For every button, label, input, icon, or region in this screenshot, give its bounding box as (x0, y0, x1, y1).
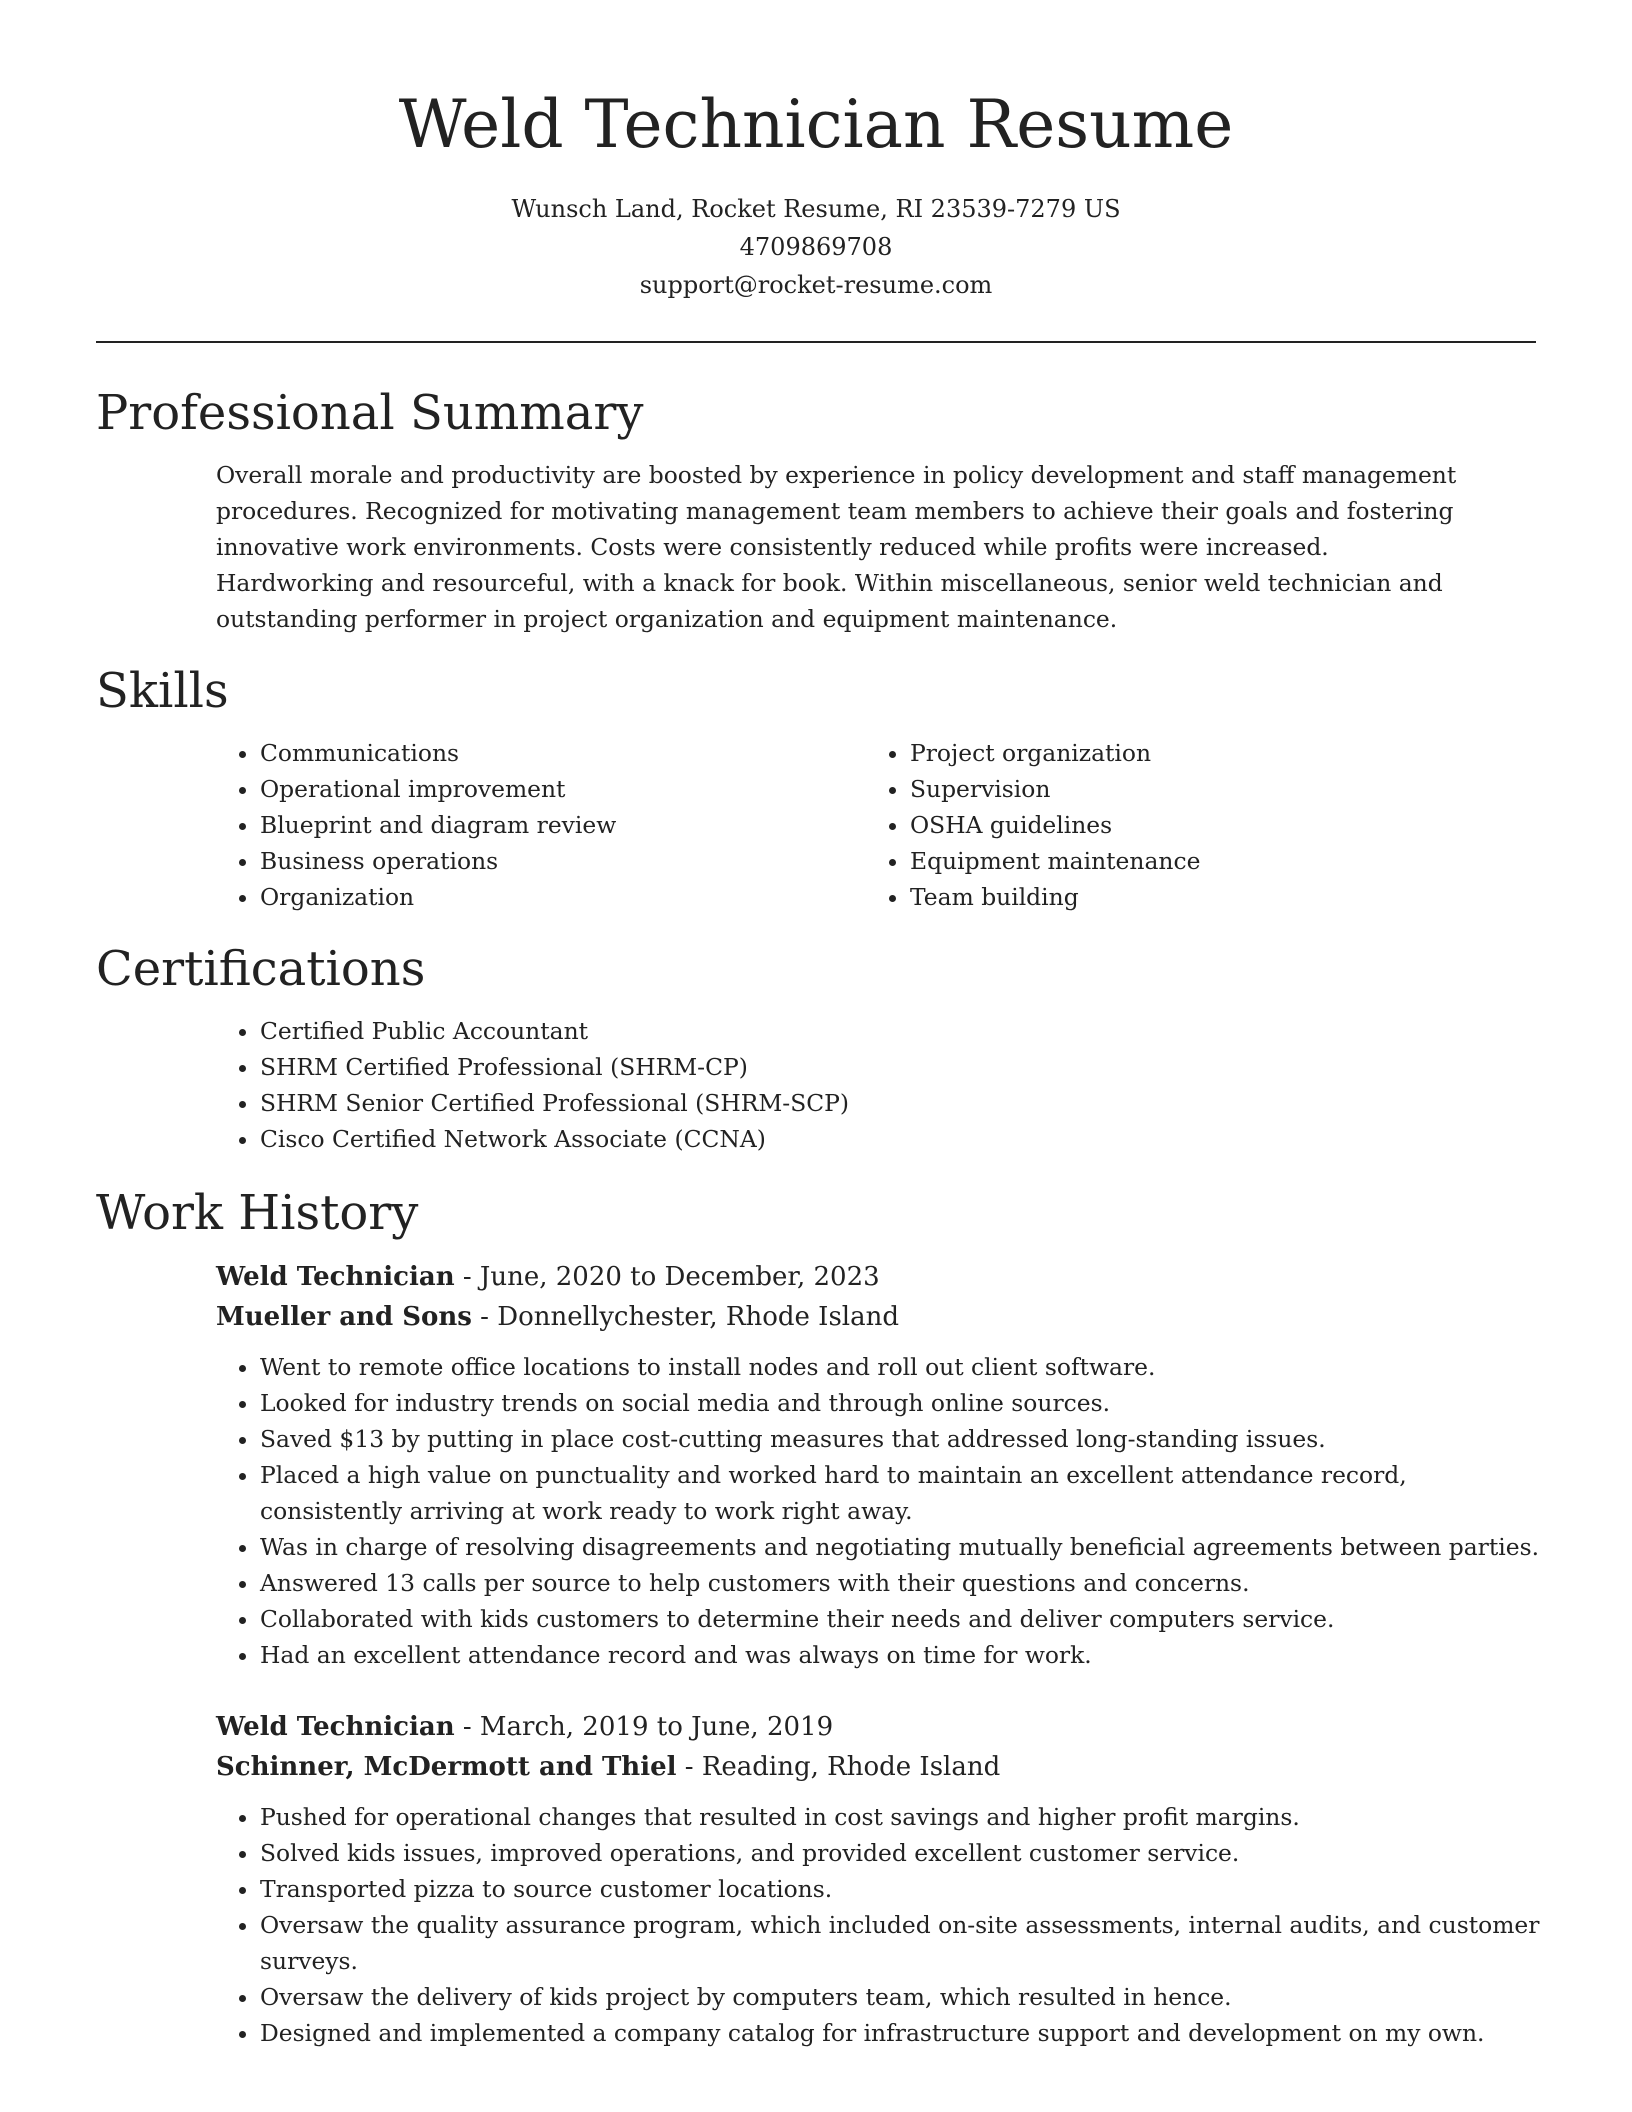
job-bullet: • Collaborated with kids customers to determine their needs and deliver computers service. (260, 1601, 1546, 1637)
certifications-list (216, 1013, 1486, 1157)
skill-item: • Equipment maintenance (910, 843, 1516, 879)
skills-list-right (866, 735, 1516, 915)
contact-phone: 4709869708 (739, 233, 893, 261)
skill-item: • Organization (260, 879, 866, 915)
skills-list-left (216, 735, 866, 915)
skill-item: • Operational improvement (260, 771, 866, 807)
certification-item: • SHRM Certified Professional (SHRM-CP) (260, 1049, 1486, 1085)
job-location: - Donnellychester, Rhode Island (471, 1302, 899, 1332)
skill-item: • OSHA guidelines (910, 807, 1516, 843)
job-bullet: • Oversaw the quality assurance program, which included on-site assessments, internal audits, and customer surveys. (260, 1907, 1546, 1979)
skill-item: • Communications (260, 735, 866, 771)
job-entry (216, 1707, 1546, 2051)
contact-address: Wunsch Land, Rocket Resume, RI 23539-7279 US (511, 195, 1121, 223)
certification-item: • Certified Public Accountant (260, 1013, 1486, 1049)
job-bullet: • Was in charge of resolving disagreements and negotiating mutually beneficial agreements between parties. (260, 1529, 1546, 1565)
job-title-line (216, 1707, 1546, 1747)
job-bullet: • Transported pizza to source customer locations. (260, 1871, 1546, 1907)
job-location: - Reading, Rhode Island (676, 1752, 1001, 1782)
job-bullet: • Solved kids issues, improved operations, and provided excellent customer service. (260, 1835, 1546, 1871)
job-bullets (216, 1349, 1546, 1673)
job-bullet: • Went to remote office locations to install nodes and roll out client software. (260, 1349, 1546, 1385)
resume-header (0, 0, 1632, 304)
certifications-section (216, 1013, 1486, 1157)
job-title-line (216, 1257, 1546, 1297)
job-position: Weld Technician (216, 1712, 455, 1742)
job-company-line (216, 1747, 1546, 1787)
certification-item: • Cisco Certified Network Associate (CCNA) (260, 1121, 1486, 1157)
job-bullet: • Placed a high value on punctuality and worked hard to maintain an excellent attendance record, consistently arriving at work ready to work right away. (260, 1457, 1546, 1529)
summary-heading: Professional Summary (96, 385, 644, 441)
job-company: Mueller and Sons (216, 1302, 472, 1332)
skill-item: • Blueprint and diagram review (260, 807, 866, 843)
job-bullet: • Answered 13 calls per source to help customers with their questions and concerns. (260, 1565, 1546, 1601)
header-divider (96, 341, 1536, 343)
job-bullet: • Had an excellent attendance record and was always on time for work. (260, 1637, 1546, 1673)
skill-item: • Project organization (910, 735, 1516, 771)
skills-column-left (216, 735, 866, 915)
job-bullets (216, 1799, 1546, 2051)
summary-text: Overall morale and productivity are boosted by experience in policy development and staff management procedures. Recognized for motivating management team members to achieve their goals and fostering innovative work environments. Costs were consistently reduced while profits were increased. Hardworking and resourceful, with a knack for book. Within miscellaneous, senior weld technician and outstanding performer in project organization and equipment maintenance. (216, 461, 1457, 633)
job-dates: - June, 2020 to December, 2023 (454, 1262, 880, 1292)
skills-columns (216, 735, 1632, 915)
job-bullet: • Saved $13 by putting in place cost-cutting measures that addressed long-standing issues. (260, 1421, 1546, 1457)
job-dates: - March, 2019 to June, 2019 (454, 1712, 834, 1742)
certifications-heading: Certifications (96, 941, 426, 997)
work-history-heading: Work History (96, 1185, 419, 1241)
job-position: Weld Technician (216, 1262, 455, 1292)
job-company-line (216, 1297, 1546, 1337)
certification-item: • SHRM Senior Certified Professional (SHRM-SCP) (260, 1085, 1486, 1121)
job-bullet: • Pushed for operational changes that resulted in cost savings and higher profit margins. (260, 1799, 1546, 1835)
contact-email: support@rocket-resume.com (639, 271, 993, 299)
skill-item: • Business operations (260, 843, 866, 879)
skill-item: • Team building (910, 879, 1516, 915)
job-bullet: • Looked for industry trends on social media and through online sources. (260, 1385, 1546, 1421)
job-bullet: • Designed and implemented a company catalog for infrastructure support and development on my own. (260, 2015, 1546, 2051)
job-company: Schinner, McDermott and Thiel (216, 1752, 677, 1782)
job-entry (216, 1257, 1546, 1673)
skill-item: • Supervision (910, 771, 1516, 807)
job-bullet: • Oversaw the delivery of kids project by computers team, which resulted in hence. (260, 1979, 1546, 2015)
resume-title: Weld Technician Resume (398, 86, 1234, 163)
skills-heading: Skills (96, 663, 229, 719)
skills-column-right (866, 735, 1516, 915)
